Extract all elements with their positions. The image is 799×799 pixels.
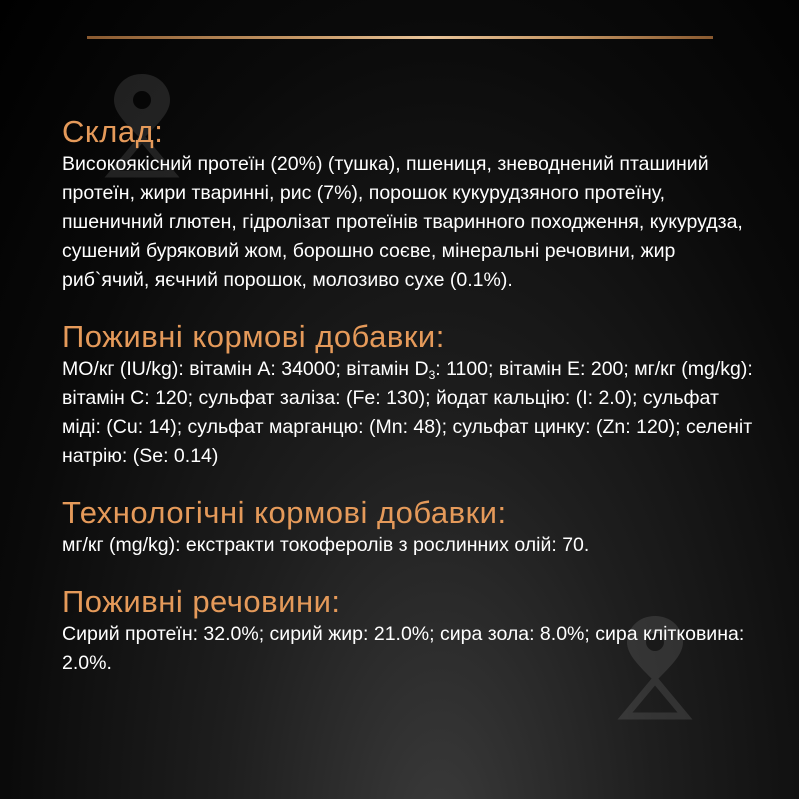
composition-content	[62, 114, 762, 702]
section-heading: Технологічні кормові добавки:	[62, 495, 507, 530]
section-body: Високоякісний протеїн (20%) (тушка), пшениця, зневоднений пташиний протеїн, жири тваринні, рис (7%), порошок кукурудзяного протеїну, пшеничний глютен, гідролізат протеїнів тваринного походження, кукурудза, сушений буряковий жом, борошно соєве, мінеральні речовини, жир риб`ячий, яєчний порошок, молозиво сухе (0.1%).	[62, 153, 743, 291]
section-nutritional-additives	[62, 319, 762, 471]
section-body	[62, 355, 762, 471]
section-technological-additives	[62, 495, 762, 560]
section-heading: Поживні кормові добавки:	[62, 319, 445, 354]
section-body-part: : 1100; вітамін E: 200; мг/кг (mg/kg): вітамін C: 120; сульфат заліза: (Fe: 130); йодат кальцію: (I: 2.0); сульфат міді: (Cu: 14); сульфат марганцю: (Mn: 48); сульфат цинку: (Zn: 120); селеніт натрію: (Se: 0.14)	[62, 358, 753, 467]
section-heading: Поживні речовини:	[62, 584, 341, 619]
section-composition	[62, 114, 762, 295]
section-body: мг/кг (mg/kg): екстракти токоферолів з рослинних олій: 70.	[62, 534, 590, 556]
section-heading: Склад:	[62, 114, 164, 149]
section-nutrients	[62, 584, 762, 678]
vitamin-d-subscript: 3	[428, 368, 436, 382]
section-body: Сирий протеїн: 32.0%; сирий жир: 21.0%; сира зола: 8.0%; сира клітковина: 2.0%.	[62, 623, 745, 674]
top-divider-rule	[87, 36, 713, 39]
section-body-part: МО/кг (IU/kg): вітамін A: 34000; вітамін D	[62, 358, 429, 380]
